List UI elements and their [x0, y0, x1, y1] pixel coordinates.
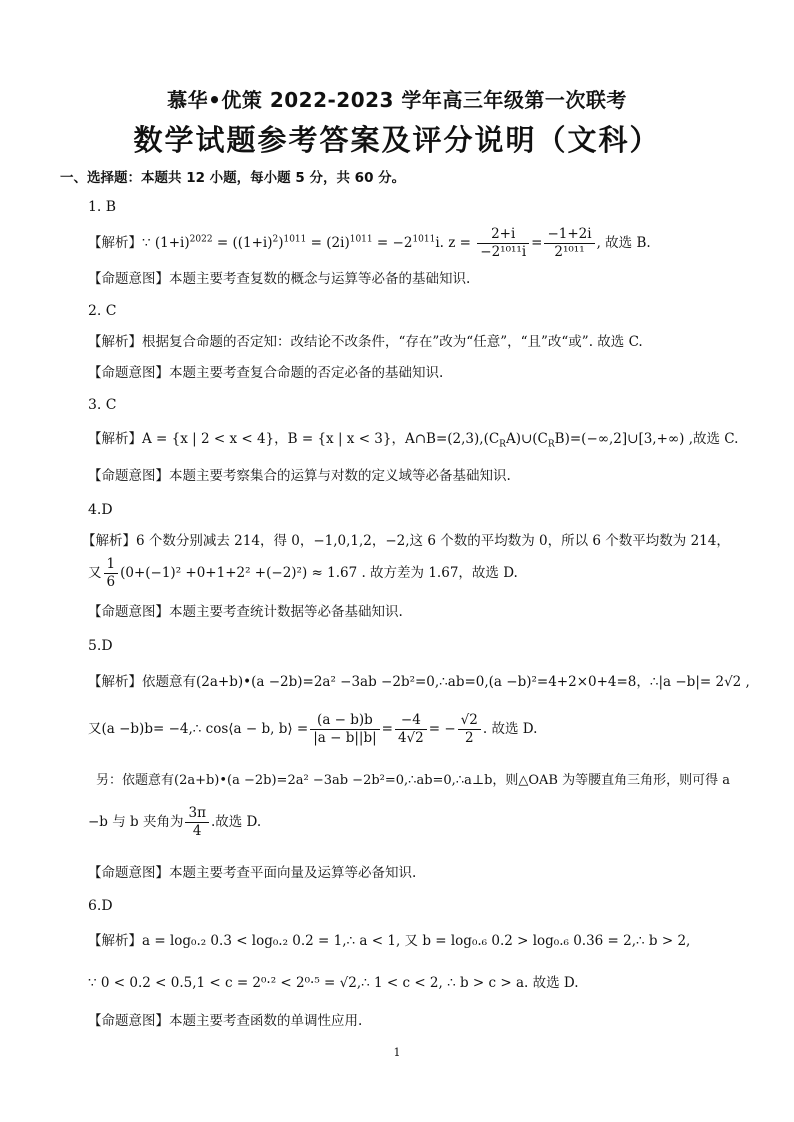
q3-intent: [88, 467, 511, 485]
frac-num: 1: [104, 556, 119, 574]
q3-analysis: [88, 430, 738, 454]
q2-text: 根据复合命题的否定知：改结论不改条件，“存在”改为“任意”，“且”改“或”. 故选 C.: [142, 334, 643, 350]
equals: = −: [428, 721, 456, 737]
q1-text-b: = ((1+i): [212, 235, 273, 251]
frac-den: |a − b||b|: [313, 730, 377, 746]
analysis-tag: 【解析】: [88, 431, 142, 447]
q1-answer: 1. B: [88, 199, 117, 215]
q3-answer: 3. C: [88, 397, 117, 413]
q6-intent: [88, 1012, 362, 1030]
intent-tag: 【命题意图】: [88, 1013, 169, 1029]
intent-tag: 【命题意图】: [88, 365, 169, 381]
analysis-tag: 【解析】: [88, 933, 142, 949]
q6-text: a = log₀.₂ 0.3 < log₀.₂ 0.2 = 1,∴ a < 1, 又 b = log₀.₆ 0.2 > log₀.₆ 0.36 = 2,∴ b > 2,: [142, 933, 691, 949]
frac-den: 4√2: [397, 730, 424, 746]
frac-den: −2¹⁰¹¹i: [480, 244, 527, 260]
q5-alt-fraction: [185, 805, 208, 840]
q3-sub: R: [499, 439, 506, 450]
q4-answer: 4.D: [88, 502, 113, 518]
q1-fraction-2: [544, 226, 594, 261]
q1-text-d: = (2i): [306, 235, 350, 251]
q4-analysis: [82, 532, 730, 550]
q5-fraction-3: [458, 712, 481, 747]
intent-text: 本题主要考查平面向量及运算等必备知识.: [169, 865, 417, 881]
q1-text-c: ): [278, 235, 284, 251]
intent-text: 本题主要考察集合的运算与对数的定义域等必备基础知识.: [169, 468, 511, 484]
frac-den: 2¹⁰¹¹: [554, 244, 585, 260]
q5-fraction-1: [310, 712, 379, 747]
q1-text-f: i. z =: [435, 235, 471, 251]
frac-den: 4: [192, 823, 202, 839]
intent-tag: 【命题意图】: [88, 604, 169, 620]
frac-num: √2: [458, 712, 481, 730]
q6-answer: 6.D: [88, 898, 113, 914]
q2-intent: [88, 364, 443, 382]
section-heading: 一、选择题：本题共 12 小题，每小题 5 分，共 60 分。: [60, 170, 406, 186]
intent-text: 本题主要考查复合命题的否定必备的基础知识.: [169, 365, 444, 381]
intent-tag: 【命题意图】: [88, 865, 169, 881]
q3-text-b: A)∪(C: [505, 431, 548, 447]
q4-text: 6 个数分别减去 214，得 0，−1,0,1,2，−2,这 6 个数的平均数为 0，所以 6 个数平均数为 214，: [136, 533, 730, 549]
q5-analysis: [88, 673, 750, 691]
q1-sup-c: 1011: [283, 234, 307, 245]
page-number: 1: [393, 1046, 401, 1059]
frac-num: 2+i: [477, 226, 529, 244]
q1-text-a: ∵ (1+i): [142, 235, 190, 251]
q4-fraction: [104, 556, 119, 591]
q5-answer: 5.D: [88, 638, 113, 654]
exam-title: 慕华•优策 2022-2023 学年高三年级第一次联考: [167, 88, 627, 112]
intent-text: 本题主要考查统计数据等必备基础知识.: [169, 604, 403, 620]
q5-alternative: 另：依题意有(2a+b)•(a −2b)=2a² −3ab −2b²=0,∴ab=0,∴a⊥b，则△OAB 为等腰直角三角形，则可得 a: [96, 773, 730, 788]
intent-tag: 【命题意图】: [88, 468, 169, 484]
analysis-tag: 【解析】: [88, 334, 142, 350]
frac-den: 2: [464, 730, 474, 746]
q1-text-e: = −2: [372, 235, 413, 251]
equals: =: [381, 721, 393, 737]
intent-tag: 【命题意图】: [88, 271, 169, 287]
q3-text-c: B)=(−∞,2]∪[3,+∞) ,故选 C.: [554, 431, 739, 447]
q4-analysis-2: [88, 556, 518, 591]
q5-text: 依题意有(2a+b)•(a −2b)=2a² −3ab −2b²=0,∴ab=0,(a −b)²=4+2×0+4=8，∴|a −b|= 2√2 ,: [142, 674, 750, 690]
frac-den: 6: [106, 574, 116, 590]
q5-analysis-2: [88, 712, 537, 747]
q5-intent: [88, 864, 416, 882]
q3-sub: R: [547, 439, 555, 450]
q2-analysis: [88, 333, 643, 351]
analysis-tag: 【解析】: [88, 235, 142, 251]
analysis-tag: 【解析】: [82, 533, 136, 549]
frac-num: −4: [395, 712, 427, 730]
q6-analysis: [88, 932, 690, 950]
frac-num: (a − b)b: [310, 712, 379, 730]
q1-sup-b: 2: [272, 234, 279, 245]
q1-intent: [88, 270, 470, 288]
q1-sup-d: 1011: [349, 234, 373, 245]
q5-end: . 故选 D.: [482, 721, 538, 737]
q4-text-2: (0+(−1)² +0+1+2² +(−2)²) ≈ 1.67 . 故方差为 1.67，故选 D.: [120, 565, 518, 581]
q1-end: , 故选 B.: [596, 235, 651, 251]
q6-analysis-2: ∵ 0 < 0.2 < 0.5,1 < c = 2⁰·² < 2⁰·⁵ = √2,∴ 1 < c < 2, ∴ b > c > a. 故选 D.: [88, 975, 579, 991]
analysis-tag: 【解析】: [88, 674, 142, 690]
document-title: 数学试题参考答案及评分说明（文科）: [133, 123, 661, 157]
q5-alt-end: .故选 D.: [210, 814, 262, 830]
q1-fraction-1: [477, 226, 529, 261]
q5-fraction-2: [395, 712, 427, 747]
frac-num: −1+2i: [544, 226, 594, 244]
q4-pre: 又: [88, 565, 102, 581]
q2-answer: 2. C: [88, 303, 117, 319]
frac-num: 3π: [185, 805, 208, 823]
q5-alt-pre: −b 与 b 夹角为: [88, 814, 184, 830]
q4-intent: [88, 603, 403, 621]
intent-text: 本题主要考查复数的概念与运算等必备的基础知识.: [169, 271, 471, 287]
q5-pre: 又(a −b)b= −4,∴ cos⟨a − b, b⟩ =: [88, 721, 309, 737]
q1-sup-e: 1011: [412, 234, 436, 245]
intent-text: 本题主要考查函数的单调性应用.: [169, 1013, 363, 1029]
equals: =: [531, 235, 543, 251]
q1-analysis: [88, 226, 651, 261]
q3-text: A = {x | 2 < x < 4}，B = {x | x < 3}，A∩B=(2,3),(C: [142, 431, 500, 447]
q5-alternative-2: [88, 805, 261, 840]
q1-sup-a: 2022: [189, 234, 213, 245]
